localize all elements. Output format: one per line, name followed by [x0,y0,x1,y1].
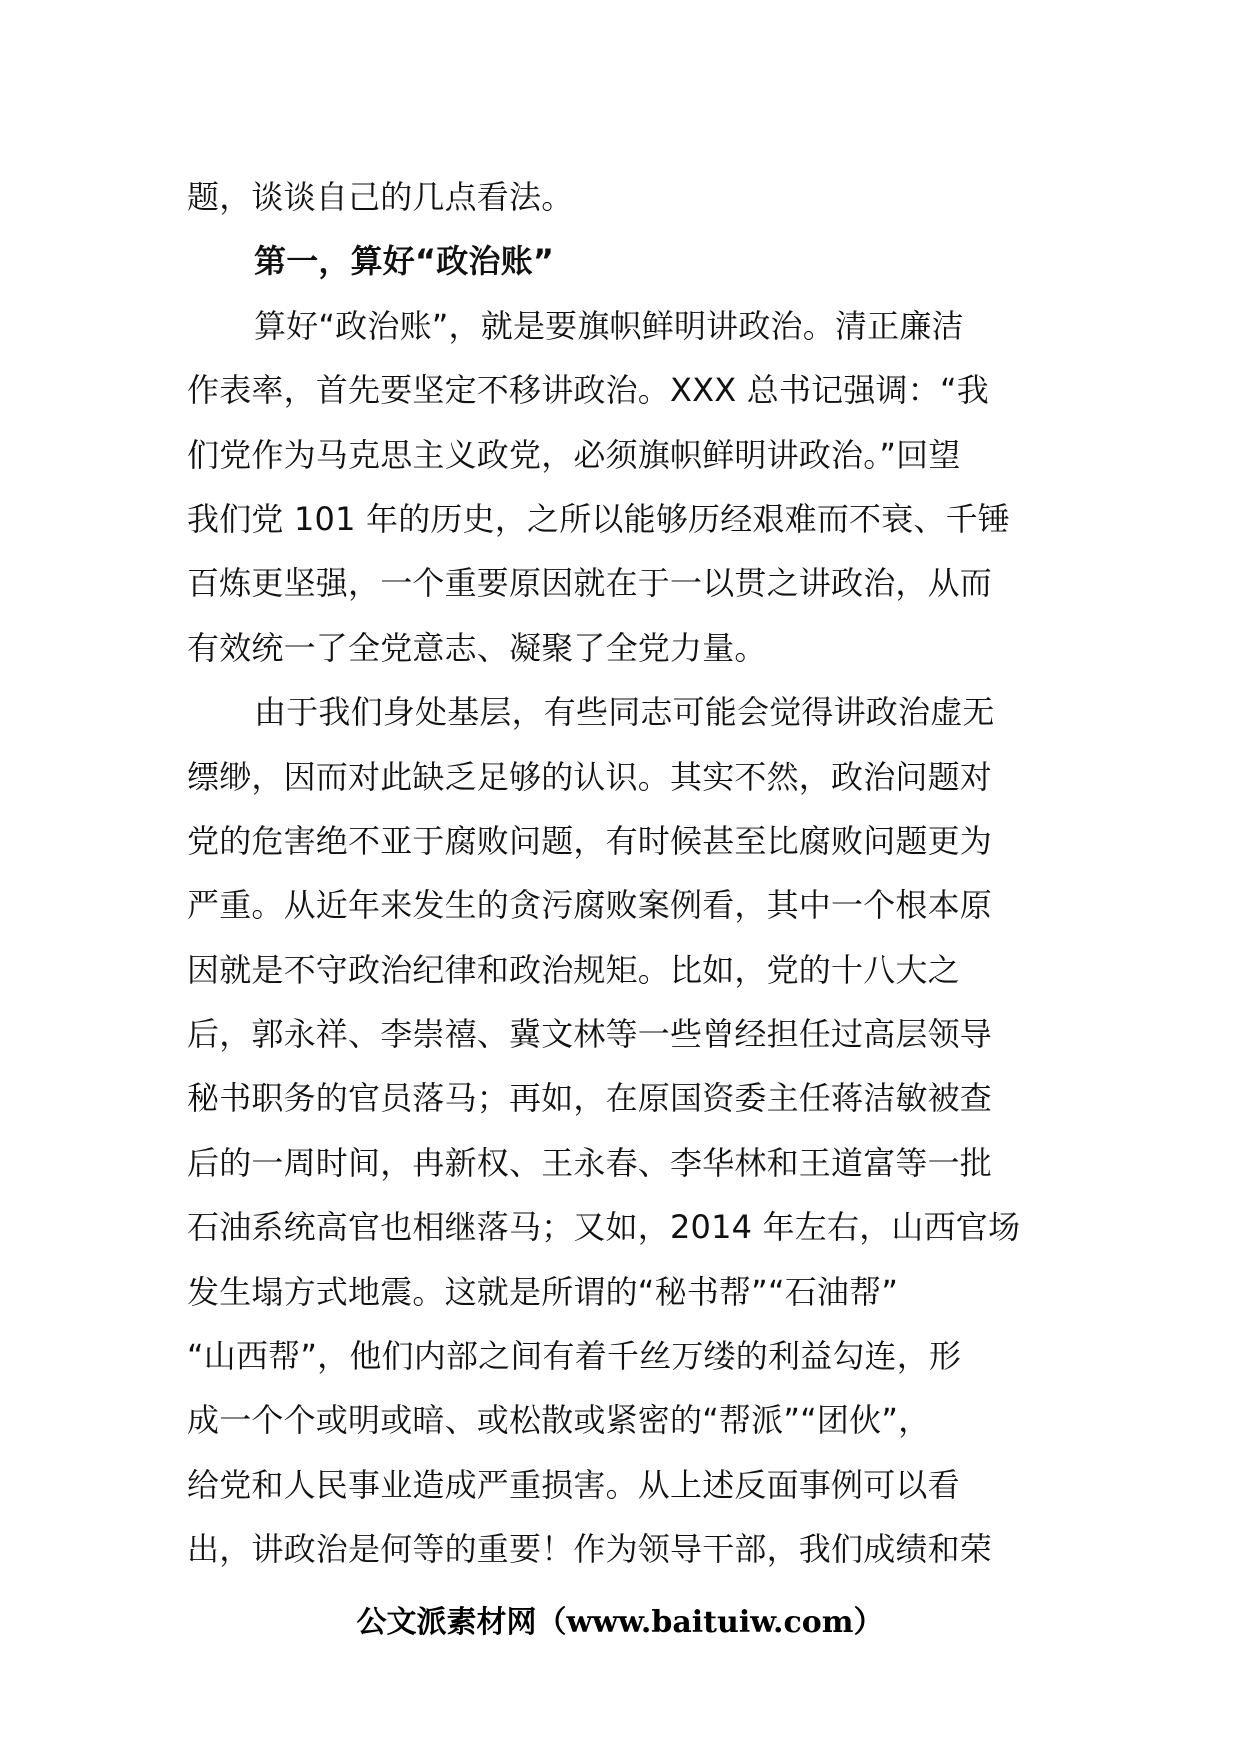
text-line: 因就是不守政治纪律和政治规矩。比如，党的十八大之 [187,950,960,989]
text-line: 缥缈，因而对此缺乏足够的认识。其实不然，政治问题对 [187,757,993,796]
text-line: 有效统一了全党意志、凝聚了全党力量。 [187,628,767,667]
text-line: 严重。从近年来发生的贪污腐败案例看，其中一个根本原 [187,886,993,925]
text-line: “山西帮”，他们内部之间有着千丝万缕的利益勾连，形 [187,1337,962,1376]
text-line: 算好“政治账”，就是要旗帜鲜明讲政治。清正廉洁 [254,306,964,345]
text-line: 党的危害绝不亚于腐败问题，有时候甚至比腐败问题更为 [187,821,993,860]
document-body [187,165,1057,1582]
text-line: 成一个个或明或暗、或松散或紧密的“帮派”“团伙”， [187,1401,931,1440]
text-line: 出，讲政治是何等的重要！作为领导干部，我们成绩和荣 [187,1530,993,1569]
text-line: 由于我们身处基层，有些同志可能会觉得讲政治虚无 [254,693,995,732]
text-line: 后，郭永祥、李崇禧、冀文林等一些曾经担任过高层领导 [187,1015,993,1054]
footer-watermark: 公文派素材网（www.baituiw.com） [356,1605,884,1640]
text-line: 百炼更坚强，一个重要原因就在于一以贯之讲政治，从而 [187,564,993,603]
text-line: 我们党 101 年的历史，之所以能够历经艰难而不衰、千锤 [187,499,1011,538]
text-line: 发生塌方式地震。这就是所谓的“秘书帮”“石油帮” [187,1272,899,1311]
text-line: 题，谈谈自己的几点看法。 [187,178,574,216]
text-line: 石油系统高官也相继落马；又如，2014 年左右，山西官场 [187,1208,1021,1247]
text-line: 给党和人民事业造成严重损害。从上述反面事例可以看 [187,1465,960,1504]
text-line: 们党作为马克思主义政党，必须旗帜鲜明讲政治。”回望 [187,435,961,474]
text-line: 后的一周时间，冉新权、王永春、李华林和王道富等一批 [187,1143,993,1182]
text-line: 秘书职务的官员落马；再如，在原国资委主任蒋洁敏被查 [187,1079,993,1118]
section-heading: 第一，算好“政治账” [254,242,555,281]
text-line: 作表率，首先要坚定不移讲政治。XXX 总书记强调：“我 [187,371,989,410]
